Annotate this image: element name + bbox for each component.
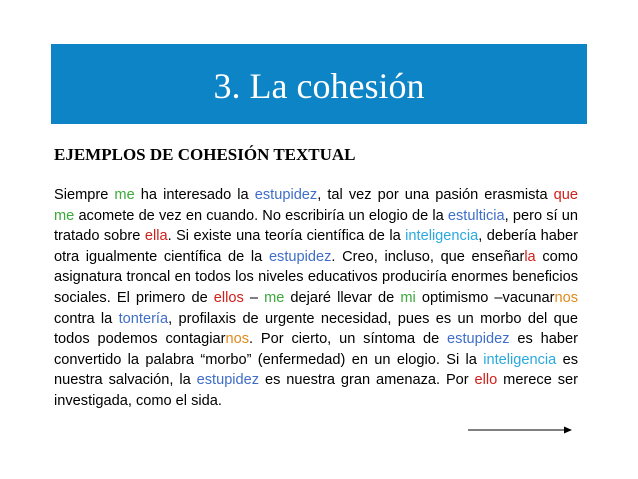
cohesion-marker: tontería bbox=[118, 310, 169, 327]
text-segment: . Si existe una teoría científica de la bbox=[167, 228, 406, 245]
text-segment: como asignatura troncal en todos los niveles educativos produciría enormes beneficios sociales. El primero de bbox=[54, 248, 579, 306]
cohesion-marker: inteligencia bbox=[483, 351, 557, 368]
cohesion-marker: que bbox=[553, 187, 578, 203]
cohesion-marker: me bbox=[114, 187, 135, 203]
text-segment: . Por cierto, un síntoma de bbox=[249, 331, 448, 348]
right-arrow-icon bbox=[468, 424, 572, 436]
example-paragraph bbox=[54, 185, 578, 412]
cohesion-marker: estupidez bbox=[196, 372, 260, 389]
text-segment: , profilaxis de urgente necesidad, pues es un morbo del que todos podemos contagiar bbox=[54, 310, 578, 348]
title-bar bbox=[51, 44, 587, 124]
cohesion-marker: nos bbox=[225, 331, 250, 348]
text-segment: Siempre bbox=[54, 187, 115, 203]
cohesion-marker: me bbox=[264, 289, 285, 306]
text-segment: . Creo, incluso, que enseñar bbox=[331, 248, 525, 265]
text-segment: ha interesado la bbox=[134, 187, 255, 203]
text-segment: , debería haber otra igualmente científica de la bbox=[54, 228, 578, 265]
text-segment: – bbox=[243, 289, 265, 306]
cohesion-marker: ella bbox=[144, 228, 168, 245]
cohesion-marker: ellos bbox=[213, 289, 244, 306]
text-segment: es nuestra salvación, la bbox=[54, 351, 578, 389]
text-segment: dejaré llevar de bbox=[284, 289, 401, 306]
cohesion-marker: la bbox=[524, 248, 536, 265]
text-segment: es nuestra gran amenaza. Por bbox=[259, 372, 475, 389]
text-segment: merece ser investigada, como el sida. bbox=[54, 372, 578, 409]
cohesion-marker: estupidez bbox=[447, 331, 510, 348]
cohesion-marker: estupidez bbox=[268, 248, 332, 265]
slide-subtitle: EJEMPLOS DE COHESIÓN TEXTUAL bbox=[54, 145, 356, 164]
slide-title: 3. La cohesión bbox=[213, 66, 425, 106]
cohesion-marker: estulticia bbox=[447, 207, 505, 224]
cohesion-marker: mi bbox=[400, 289, 416, 306]
text-segment: optimismo –vacunar bbox=[415, 289, 555, 306]
cohesion-marker: inteligencia bbox=[405, 228, 479, 245]
cohesion-marker: me bbox=[54, 207, 75, 224]
text-segment: acomete de vez en cuando. No escribiría un elogio de la bbox=[74, 207, 448, 224]
text-segment: , pero sí un tratado sobre bbox=[54, 207, 578, 245]
text-segment: , tal vez por una pasión erasmista bbox=[317, 187, 554, 203]
cohesion-marker: nos bbox=[554, 289, 578, 306]
text-segment: es haber convertido la palabra “morbo” (enfermedad) en un elogio. Si la bbox=[54, 331, 578, 368]
cohesion-marker: ello bbox=[474, 372, 498, 389]
cohesion-marker: estupidez bbox=[254, 187, 318, 203]
text-segment: contra la bbox=[54, 310, 119, 327]
